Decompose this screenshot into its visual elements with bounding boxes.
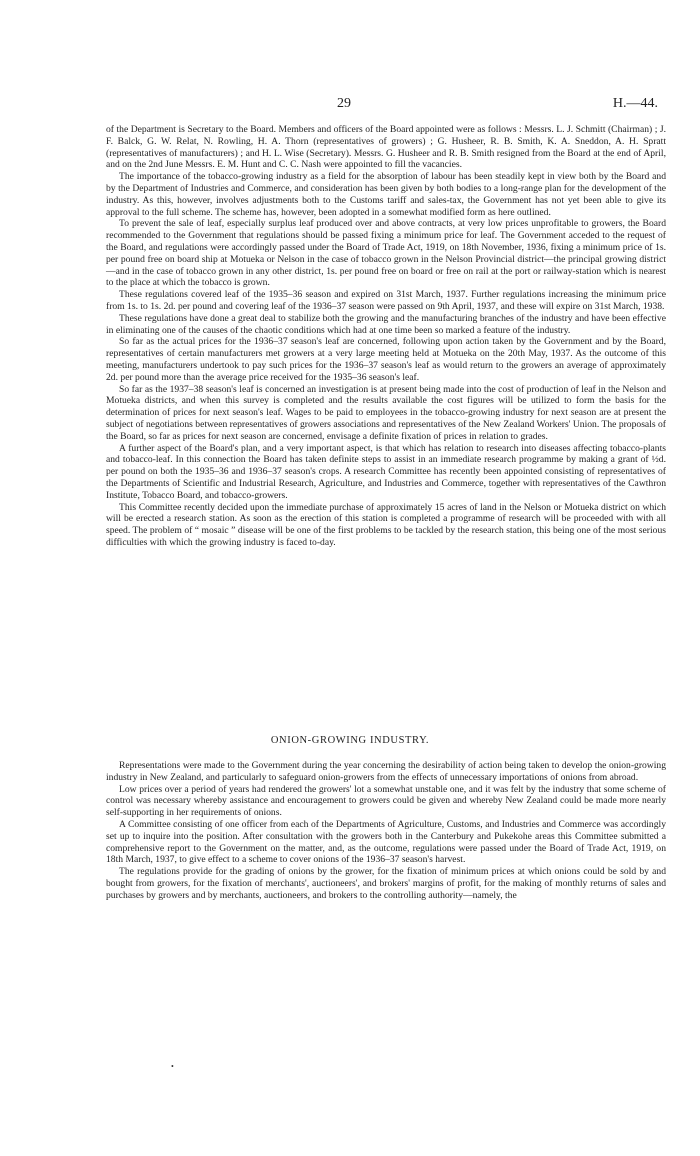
onion-section-body — [106, 760, 666, 902]
page-header — [0, 96, 700, 116]
paragraph: The regulations provide for the grading of onions by the grower, for the fixation of minimum prices at which onions could be sold by and bought from growers, for the fixation of merchants', auctioneers', and brokers' margins of profit, for the making of monthly returns of sales and purchases by growers and by merchants, auctioneers, and brokers to the controlling authority—namely, the — [106, 866, 666, 901]
document-reference: H.—44. — [612, 96, 658, 111]
section-heading: ONION-GROWING INDUSTRY. — [270, 735, 430, 746]
paragraph: So far as the actual prices for the 1936–37 season's leaf are concerned, following upon action taken by the Government and by the Board, representatives of certain manufacturers met growers at a very large meeting held at Motueka on the 20th May, 1937. As the outcome of this meeting, manufacturers undertook to pay such prices for the 1936–37 season's leaf as would return to the growers an average of approximately 2d. per pound more than the average price received for the 1935–36 season's leaf. — [106, 336, 666, 383]
paragraph: These regulations covered leaf of the 1935–36 season and expired on 31st March, 1937. Further regulations increasing the minimum price from 1s. to 1s. 2d. per pound and covering leaf of the 1936–37 season were passed on 9th April, 1937, and these will expire on 31st March, 1938. — [106, 289, 666, 312]
scan-speck-mark: • — [171, 1062, 174, 1071]
tobacco-section-body — [106, 124, 666, 549]
page-number: 29 — [337, 96, 351, 111]
paragraph: Representations were made to the Government during the year concerning the desirability of action being taken to develop the onion-growing industry in New Zealand, and particularly to safeguard onion-growers from the effects of unnecessary importations of onions from abroad. — [106, 760, 666, 783]
paragraph: The importance of the tobacco-growing industry as a field for the absorption of labour has been steadily kept in view both by the Board and by the Department of Industries and Commerce, and consideration has been given by both bodies to a long-range plan for the development of the industry. As this, however, involves adjustments both to the Customs tariff and sales-tax, the Government has not yet been able to give its approval to the full scheme. The scheme has, however, been adopted in a somewhat modified form as here outlined. — [106, 171, 666, 218]
paragraph: Low prices over a period of years had rendered the growers' lot a somewhat unstable one, and it was felt by the industry that some scheme of control was necessary whereby assistance and encouragement to growers could be given and whereby New Zealand could be made more nearly self-supporting in her requirements of onions. — [106, 783, 666, 819]
paragraph: To prevent the sale of leaf, especially surplus leaf produced over and above contracts, at very low prices unprofitable to growers, the Board recommended to the Government that regulations should be passed fixing a minimum price for leaf. The Government acceded to the request of the Board, and regulations were accordingly passed under the Board of Trade Act, 1919, on 18th November, 1936, fixing a minimum price of 1s. per pound free on board ship at Motueka or Nelson in the case of tobacco grown in the Nelson Provincial district—the principal growing district—and in the case of tobacco grown in any other district, 1s. per pound free on board or free on rail at the port or railway-station which is nearest to the place at which the tobacco is grown. — [106, 218, 666, 289]
paragraph: A further aspect of the Board's plan, and a very important aspect, is that which has relation to research into diseases affecting tobacco-plants and tobacco-leaf. In this connection the Board has taken definite steps to assist in an immediate research programme by making a grant of ½d. per pound on both the 1935–36 and 1936–37 season's crops. A research Committee has recently been appointed consisting of representatives of the Departments of Scientific and Industrial Research, Agriculture, and Industries and Commerce, together with representatives of the Cawthron Institute, Tobacco Board, and tobacco-growers. — [106, 442, 666, 501]
paragraph: of the Department is Secretary to the Board. Members and officers of the Board appointed were as follows : Messrs. L. J. Schmitt (Chairman) ; J. F. Balck, G. W. Relat, N. Rowling, H. A. Thorn (representatives of growers) ; G. Husheer, R. B. Smith, K. A. Sneddon, A. H. Spratt (representatives of manufacturers) ; and H. L. Wise (Secretary). Messrs. G. Husheer and R. B. Smith resigned from the Board at the end of April, and on the 2nd June Messrs. E. M. Hunt and C. C. Nash were appointed to fill the vacancies. — [106, 124, 666, 171]
paragraph: So far as the 1937–38 season's leaf is concerned an investigation is at present being made into the cost of production of leaf in the Nelson and Motueka districts, and when this survey is completed and the results available the cost figures will be utilized to form the basis for the determination of prices for next season's leaf. Wages to be paid to employees in the tobacco-growing industry for next season are at present the subject of negotiations between representatives of growers associations and representatives of the New Zealand Workers' Union. The proposals of the Board, so far as prices for next season are concerned, envisage a definite fixation of prices in relation to grades. — [106, 383, 666, 442]
paragraph: These regulations have done a great deal to stabilize both the growing and the manufacturing branches of the industry and have been effective in eliminating one of the causes of the chaotic conditions which had at one time been so marked a feature of the industry. — [106, 312, 666, 336]
paragraph: A Committee consisting of one officer from each of the Departments of Agriculture, Customs, and Industries and Commerce was accordingly set up to inquire into the position. After consultation with the growers both in the Canterbury and Pukekohe areas this Committee submitted a comprehensive report to the Government on the matter, and, as the outcome, regulations were passed under the Board of Trade Act, 1919, on 18th March, 1937, to give effect to a scheme to cover onions of the 1936–37 season's harvest. — [106, 818, 666, 866]
paragraph: This Committee recently decided upon the immediate purchase of approximately 15 acres of land in the Nelson or Motueka district on which will be erected a research station. As soon as the erection of this station is completed a programme of research will be proceeded with with all speed. The problem of “ mosaic ” disease will be one of the first problems to be tackled by the research station, this being one of the most serious difficulties with which the growing industry is faced to-day. — [106, 501, 666, 548]
